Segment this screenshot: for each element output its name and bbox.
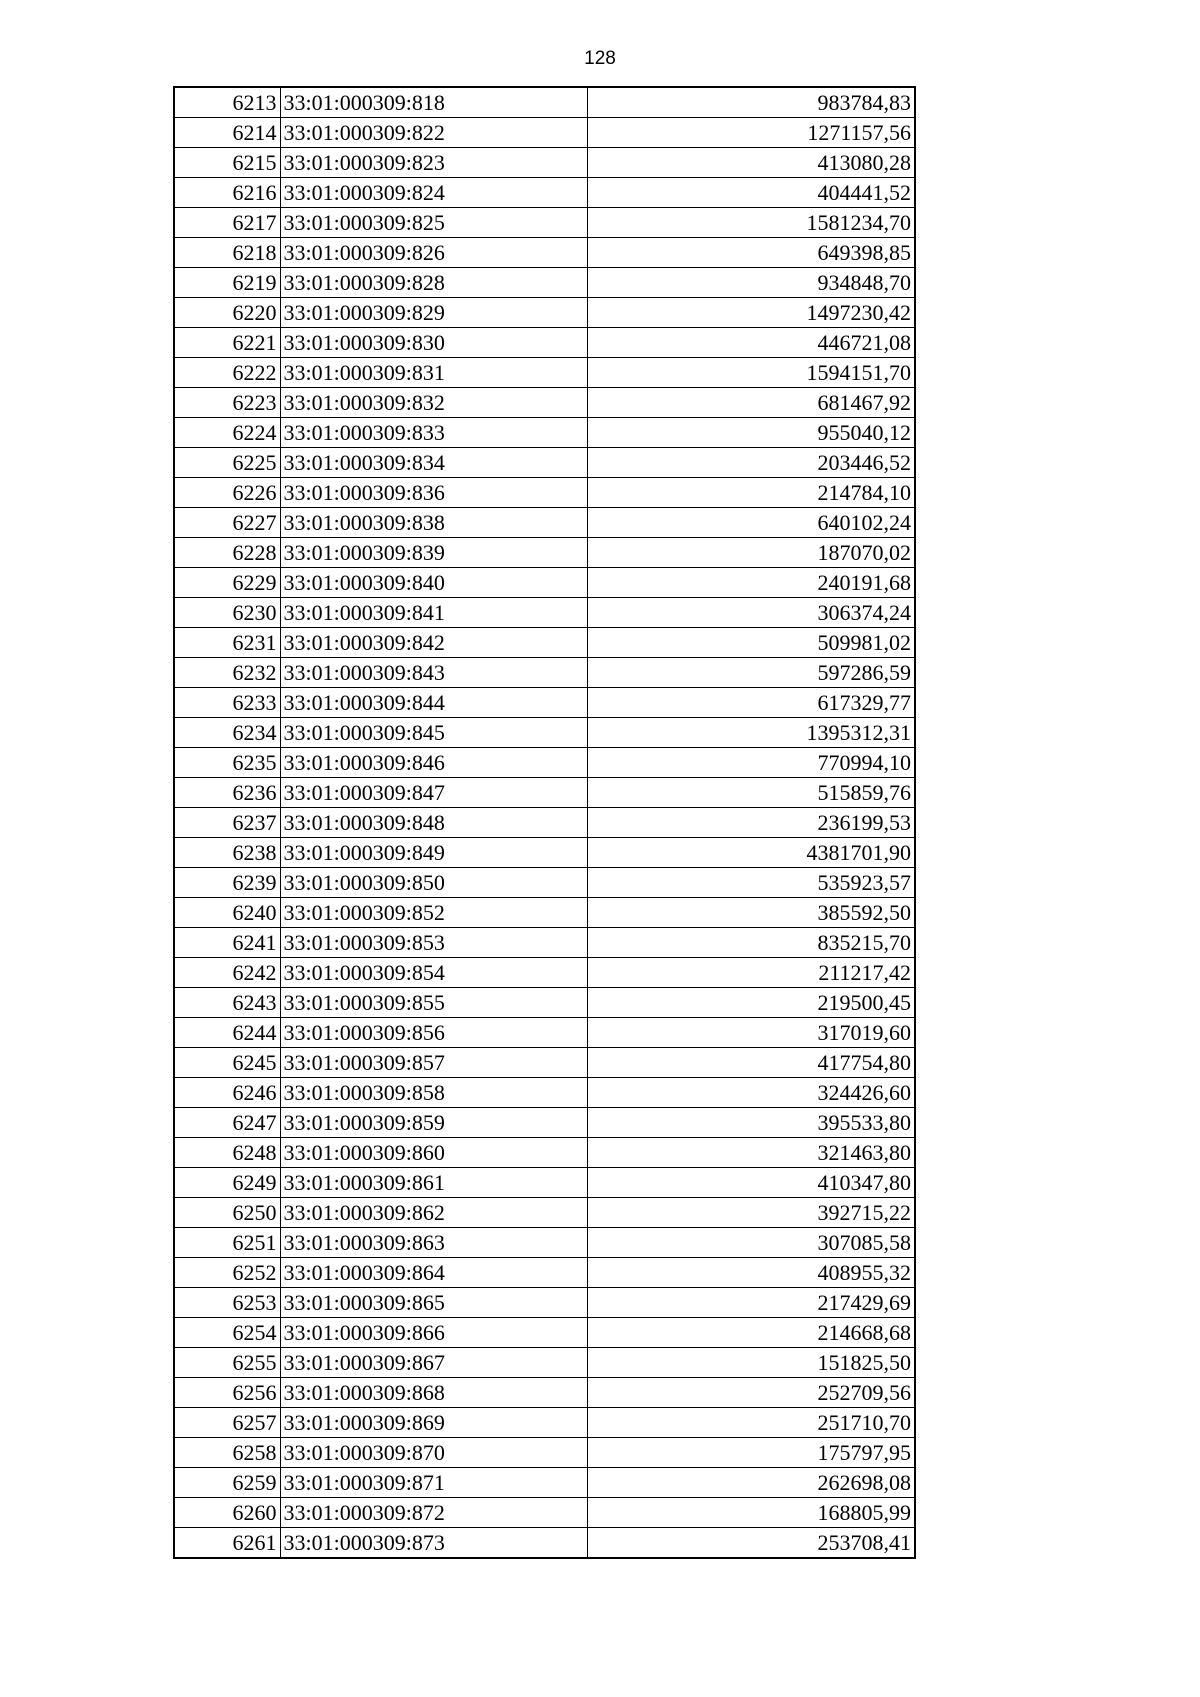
row-number-cell: 6229 xyxy=(174,568,280,598)
row-number-cell: 6222 xyxy=(174,358,280,388)
row-number-cell: 6217 xyxy=(174,208,280,238)
cadastral-number-cell: 33:01:000309:849 xyxy=(280,838,587,868)
cadastral-value-cell: 385592,50 xyxy=(587,898,915,928)
cadastral-value-cell: 1271157,56 xyxy=(587,118,915,148)
row-number-cell: 6231 xyxy=(174,628,280,658)
row-number-cell: 6224 xyxy=(174,418,280,448)
table-row xyxy=(174,718,915,748)
cadastral-value-cell: 4381701,90 xyxy=(587,838,915,868)
cadastral-number-cell: 33:01:000309:823 xyxy=(280,148,587,178)
cadastral-value-cell: 321463,80 xyxy=(587,1138,915,1168)
cadastral-value-cell: 307085,58 xyxy=(587,1228,915,1258)
cadastral-value-cell: 617329,77 xyxy=(587,688,915,718)
row-number-cell: 6216 xyxy=(174,178,280,208)
table-row xyxy=(174,268,915,298)
table-row xyxy=(174,1378,915,1408)
cadastral-number-cell: 33:01:000309:861 xyxy=(280,1168,587,1198)
row-number-cell: 6251 xyxy=(174,1228,280,1258)
cadastral-number-cell: 33:01:000309:834 xyxy=(280,448,587,478)
cadastral-number-cell: 33:01:000309:867 xyxy=(280,1348,587,1378)
cadastral-number-cell: 33:01:000309:830 xyxy=(280,328,587,358)
cadastral-value-cell: 649398,85 xyxy=(587,238,915,268)
row-number-cell: 6228 xyxy=(174,538,280,568)
cadastral-number-cell: 33:01:000309:826 xyxy=(280,238,587,268)
cadastral-value-cell: 219500,45 xyxy=(587,988,915,1018)
table-row xyxy=(174,238,915,268)
row-number-cell: 6234 xyxy=(174,718,280,748)
table-row xyxy=(174,1228,915,1258)
table-row xyxy=(174,838,915,868)
cadastral-value-cell: 640102,24 xyxy=(587,508,915,538)
table-row xyxy=(174,898,915,928)
cadastral-number-cell: 33:01:000309:856 xyxy=(280,1018,587,1048)
row-number-cell: 6232 xyxy=(174,658,280,688)
cadastral-value-cell: 395533,80 xyxy=(587,1108,915,1138)
row-number-cell: 6221 xyxy=(174,328,280,358)
row-number-cell: 6257 xyxy=(174,1408,280,1438)
table-row xyxy=(174,658,915,688)
table-row xyxy=(174,958,915,988)
row-number-cell: 6214 xyxy=(174,118,280,148)
cadastral-number-cell: 33:01:000309:828 xyxy=(280,268,587,298)
cadastral-number-cell: 33:01:000309:860 xyxy=(280,1138,587,1168)
table-row xyxy=(174,358,915,388)
cadastral-number-cell: 33:01:000309:831 xyxy=(280,358,587,388)
table-row xyxy=(174,1198,915,1228)
cadastral-number-cell: 33:01:000309:844 xyxy=(280,688,587,718)
cadastral-value-cell: 1395312,31 xyxy=(587,718,915,748)
table-row xyxy=(174,1168,915,1198)
table-row xyxy=(174,448,915,478)
cadastral-number-cell: 33:01:000309:853 xyxy=(280,928,587,958)
cadastral-value-cell: 934848,70 xyxy=(587,268,915,298)
cadastral-value-cell: 955040,12 xyxy=(587,418,915,448)
cadastral-number-cell: 33:01:000309:866 xyxy=(280,1318,587,1348)
cadastral-value-cell: 175797,95 xyxy=(587,1438,915,1468)
cadastral-value-cell: 535923,57 xyxy=(587,868,915,898)
cadastral-value-cell: 168805,99 xyxy=(587,1498,915,1528)
table-row xyxy=(174,688,915,718)
row-number-cell: 6255 xyxy=(174,1348,280,1378)
cadastral-number-cell: 33:01:000309:825 xyxy=(280,208,587,238)
cadastral-number-cell: 33:01:000309:871 xyxy=(280,1468,587,1498)
row-number-cell: 6256 xyxy=(174,1378,280,1408)
cadastral-number-cell: 33:01:000309:869 xyxy=(280,1408,587,1438)
row-number-cell: 6243 xyxy=(174,988,280,1018)
row-number-cell: 6226 xyxy=(174,478,280,508)
cadastral-value-cell: 509981,02 xyxy=(587,628,915,658)
table-row xyxy=(174,508,915,538)
table-row xyxy=(174,1408,915,1438)
cadastral-number-cell: 33:01:000309:873 xyxy=(280,1528,587,1559)
table-row xyxy=(174,598,915,628)
table-row xyxy=(174,328,915,358)
table-row xyxy=(174,568,915,598)
table-row xyxy=(174,1108,915,1138)
cadastral-value-cell: 251710,70 xyxy=(587,1408,915,1438)
row-number-cell: 6235 xyxy=(174,748,280,778)
row-number-cell: 6248 xyxy=(174,1138,280,1168)
row-number-cell: 6213 xyxy=(174,87,280,118)
table-row xyxy=(174,1288,915,1318)
cadastral-number-cell: 33:01:000309:839 xyxy=(280,538,587,568)
cadastral-value-cell: 408955,32 xyxy=(587,1258,915,1288)
cadastral-value-cell: 211217,42 xyxy=(587,958,915,988)
cadastral-number-cell: 33:01:000309:872 xyxy=(280,1498,587,1528)
row-number-cell: 6250 xyxy=(174,1198,280,1228)
cadastral-number-cell: 33:01:000309:841 xyxy=(280,598,587,628)
cadastral-number-cell: 33:01:000309:850 xyxy=(280,868,587,898)
cadastral-number-cell: 33:01:000309:832 xyxy=(280,388,587,418)
cadastral-number-cell: 33:01:000309:852 xyxy=(280,898,587,928)
cadastral-number-cell: 33:01:000309:863 xyxy=(280,1228,587,1258)
cadastral-value-cell: 392715,22 xyxy=(587,1198,915,1228)
table-row xyxy=(174,418,915,448)
cadastral-number-cell: 33:01:000309:824 xyxy=(280,178,587,208)
table-row xyxy=(174,1528,915,1559)
table-row xyxy=(174,208,915,238)
table-row xyxy=(174,298,915,328)
cadastral-number-cell: 33:01:000309:833 xyxy=(280,418,587,448)
row-number-cell: 6220 xyxy=(174,298,280,328)
table-row xyxy=(174,1138,915,1168)
table-row xyxy=(174,178,915,208)
page-number: 128 xyxy=(584,48,616,69)
cadastral-number-cell: 33:01:000309:829 xyxy=(280,298,587,328)
cadastral-number-cell: 33:01:000309:870 xyxy=(280,1438,587,1468)
table-row xyxy=(174,538,915,568)
table-row xyxy=(174,1348,915,1378)
cadastral-value-cell: 770994,10 xyxy=(587,748,915,778)
cadastral-value-cell: 217429,69 xyxy=(587,1288,915,1318)
cadastral-number-cell: 33:01:000309:868 xyxy=(280,1378,587,1408)
row-number-cell: 6215 xyxy=(174,148,280,178)
cadastral-value-cell: 597286,59 xyxy=(587,658,915,688)
cadastral-value-cell: 1594151,70 xyxy=(587,358,915,388)
row-number-cell: 6242 xyxy=(174,958,280,988)
row-number-cell: 6238 xyxy=(174,838,280,868)
row-number-cell: 6245 xyxy=(174,1048,280,1078)
cadastral-value-cell: 317019,60 xyxy=(587,1018,915,1048)
row-number-cell: 6233 xyxy=(174,688,280,718)
cadastral-number-cell: 33:01:000309:840 xyxy=(280,568,587,598)
table-row xyxy=(174,1318,915,1348)
table-row xyxy=(174,1498,915,1528)
cadastral-number-cell: 33:01:000309:865 xyxy=(280,1288,587,1318)
row-number-cell: 6227 xyxy=(174,508,280,538)
table-row xyxy=(174,868,915,898)
cadastral-number-cell: 33:01:000309:822 xyxy=(280,118,587,148)
cadastral-value-cell: 253708,41 xyxy=(587,1528,915,1559)
row-number-cell: 6225 xyxy=(174,448,280,478)
row-number-cell: 6261 xyxy=(174,1528,280,1559)
cadastral-number-cell: 33:01:000309:859 xyxy=(280,1108,587,1138)
row-number-cell: 6230 xyxy=(174,598,280,628)
row-number-cell: 6247 xyxy=(174,1108,280,1138)
table-row xyxy=(174,928,915,958)
cadastral-number-cell: 33:01:000309:862 xyxy=(280,1198,587,1228)
row-number-cell: 6241 xyxy=(174,928,280,958)
table-row xyxy=(174,148,915,178)
cadastral-value-cell: 515859,76 xyxy=(587,778,915,808)
row-number-cell: 6253 xyxy=(174,1288,280,1318)
table-row xyxy=(174,87,915,118)
cadastral-value-cell: 187070,02 xyxy=(587,538,915,568)
cadastral-value-cell: 1497230,42 xyxy=(587,298,915,328)
table-row xyxy=(174,1258,915,1288)
cadastral-number-cell: 33:01:000309:847 xyxy=(280,778,587,808)
cadastral-number-cell: 33:01:000309:854 xyxy=(280,958,587,988)
row-number-cell: 6249 xyxy=(174,1168,280,1198)
row-number-cell: 6260 xyxy=(174,1498,280,1528)
cadastral-number-cell: 33:01:000309:842 xyxy=(280,628,587,658)
cadastral-number-cell: 33:01:000309:818 xyxy=(280,87,587,118)
table-row xyxy=(174,748,915,778)
row-number-cell: 6252 xyxy=(174,1258,280,1288)
cadastral-number-cell: 33:01:000309:838 xyxy=(280,508,587,538)
row-number-cell: 6246 xyxy=(174,1078,280,1108)
row-number-cell: 6218 xyxy=(174,238,280,268)
cadastral-number-cell: 33:01:000309:843 xyxy=(280,658,587,688)
cadastral-value-cell: 306374,24 xyxy=(587,598,915,628)
cadastral-number-cell: 33:01:000309:848 xyxy=(280,808,587,838)
row-number-cell: 6258 xyxy=(174,1438,280,1468)
cadastral-value-cell: 236199,53 xyxy=(587,808,915,838)
cadastral-value-cell: 203446,52 xyxy=(587,448,915,478)
cadastral-number-cell: 33:01:000309:858 xyxy=(280,1078,587,1108)
row-number-cell: 6237 xyxy=(174,808,280,838)
cadastral-number-cell: 33:01:000309:855 xyxy=(280,988,587,1018)
cadastral-number-cell: 33:01:000309:845 xyxy=(280,718,587,748)
table-row xyxy=(174,1438,915,1468)
row-number-cell: 6244 xyxy=(174,1018,280,1048)
cadastral-value-cell: 151825,50 xyxy=(587,1348,915,1378)
cadastral-value-cell: 240191,68 xyxy=(587,568,915,598)
table-body xyxy=(174,87,915,1558)
table-row xyxy=(174,388,915,418)
cadastral-value-cell: 252709,56 xyxy=(587,1378,915,1408)
cadastral-value-cell: 681467,92 xyxy=(587,388,915,418)
table-row xyxy=(174,778,915,808)
cadastral-value-cell: 835215,70 xyxy=(587,928,915,958)
cadastral-value-cell: 417754,80 xyxy=(587,1048,915,1078)
cadastral-value-table xyxy=(173,86,916,1559)
table-row xyxy=(174,1048,915,1078)
cadastral-value-cell: 983784,83 xyxy=(587,87,915,118)
table-row xyxy=(174,1078,915,1108)
cadastral-value-cell: 404441,52 xyxy=(587,178,915,208)
cadastral-value-cell: 446721,08 xyxy=(587,328,915,358)
table-row xyxy=(174,118,915,148)
cadastral-value-cell: 324426,60 xyxy=(587,1078,915,1108)
row-number-cell: 6254 xyxy=(174,1318,280,1348)
row-number-cell: 6259 xyxy=(174,1468,280,1498)
table-row xyxy=(174,808,915,838)
cadastral-value-cell: 214668,68 xyxy=(587,1318,915,1348)
cadastral-value-cell: 214784,10 xyxy=(587,478,915,508)
cadastral-value-cell: 413080,28 xyxy=(587,148,915,178)
cadastral-number-cell: 33:01:000309:836 xyxy=(280,478,587,508)
table-row xyxy=(174,988,915,1018)
cadastral-number-cell: 33:01:000309:857 xyxy=(280,1048,587,1078)
row-number-cell: 6236 xyxy=(174,778,280,808)
cadastral-number-cell: 33:01:000309:846 xyxy=(280,748,587,778)
cadastral-value-cell: 1581234,70 xyxy=(587,208,915,238)
row-number-cell: 6239 xyxy=(174,868,280,898)
cadastral-value-cell: 410347,80 xyxy=(587,1168,915,1198)
table-row xyxy=(174,628,915,658)
table-row xyxy=(174,478,915,508)
row-number-cell: 6240 xyxy=(174,898,280,928)
table-row xyxy=(174,1468,915,1498)
row-number-cell: 6223 xyxy=(174,388,280,418)
cadastral-value-cell: 262698,08 xyxy=(587,1468,915,1498)
table-row xyxy=(174,1018,915,1048)
cadastral-number-cell: 33:01:000309:864 xyxy=(280,1258,587,1288)
row-number-cell: 6219 xyxy=(174,268,280,298)
